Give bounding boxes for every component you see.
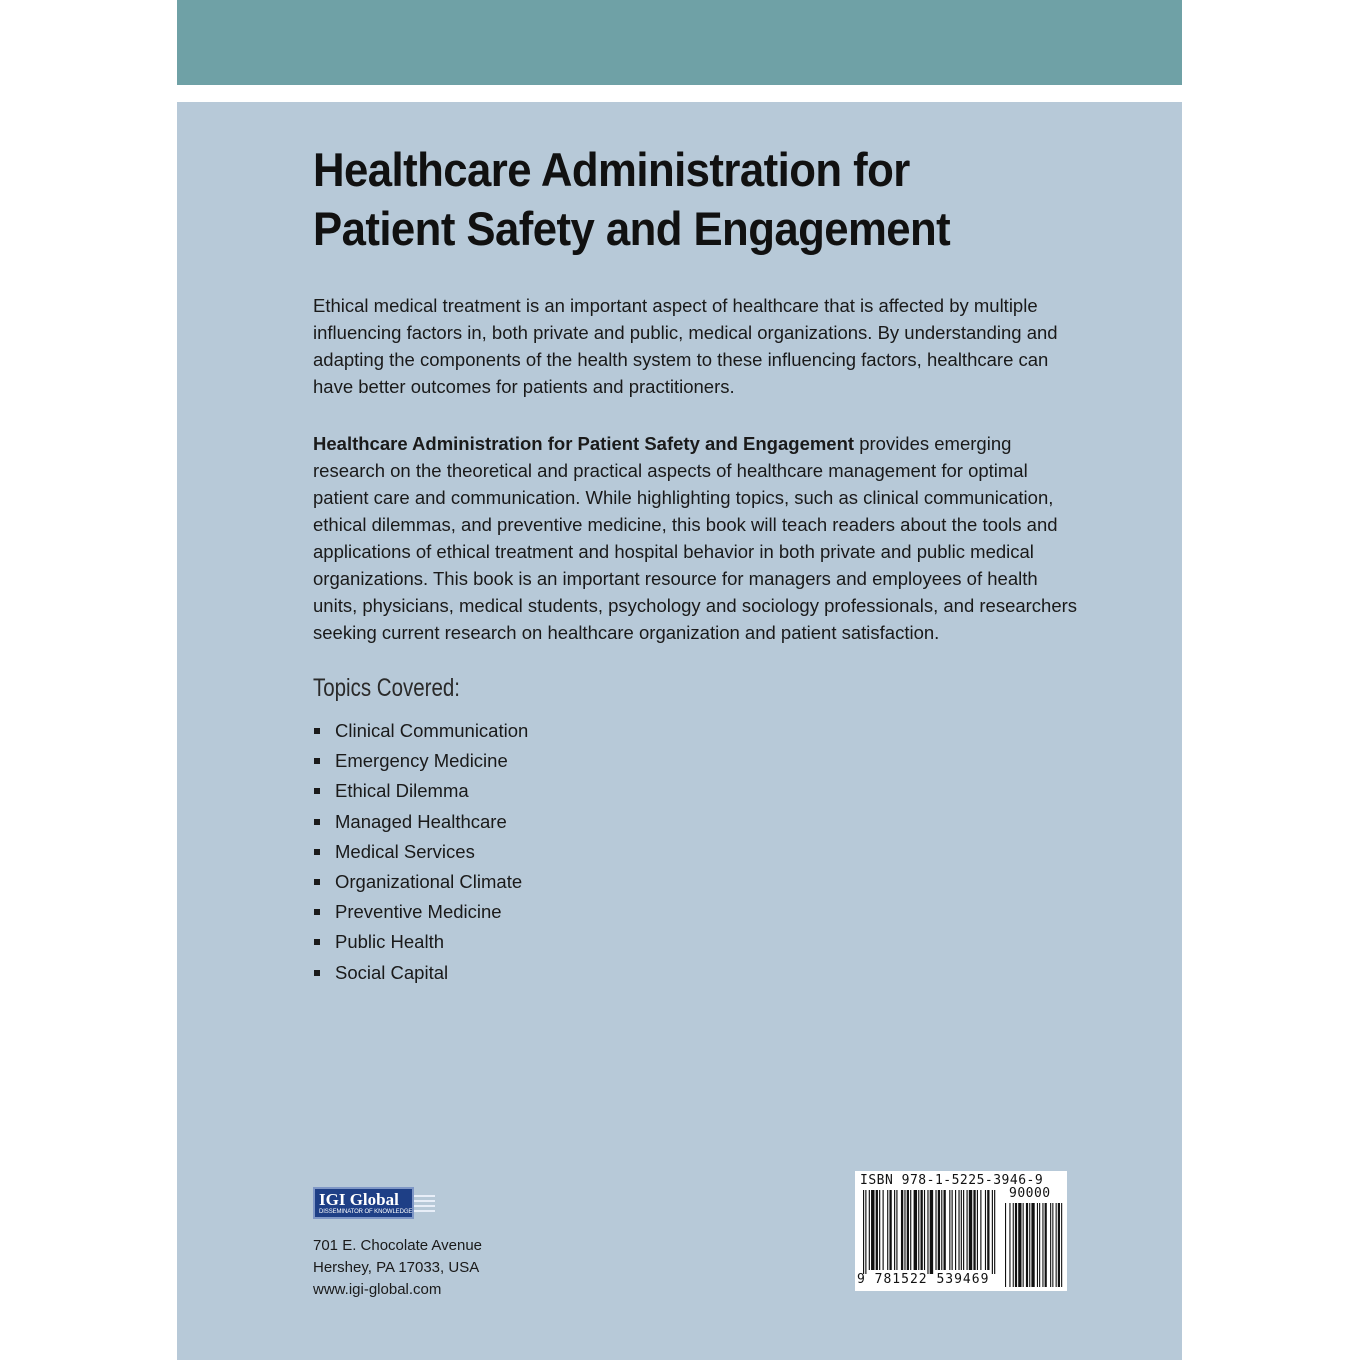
barcode-bar bbox=[973, 1190, 975, 1270]
top-color-band bbox=[177, 0, 1182, 85]
addon-bar bbox=[1005, 1203, 1006, 1287]
barcode-bar bbox=[924, 1190, 925, 1270]
logo-speed-lines-icon bbox=[414, 1187, 435, 1219]
barcode-bar bbox=[944, 1190, 946, 1270]
publisher-block bbox=[313, 1187, 482, 1301]
address-line-2: Hershey, PA 17033, USA bbox=[313, 1259, 480, 1276]
topics-list bbox=[313, 716, 1083, 988]
barcode-bar bbox=[869, 1190, 870, 1270]
addon-bar bbox=[1031, 1203, 1034, 1287]
addon-bar bbox=[1037, 1203, 1038, 1287]
back-cover bbox=[177, 102, 1182, 1360]
topic-item: Clinical Communication bbox=[313, 716, 1083, 746]
topic-item: Preventive Medicine bbox=[313, 897, 1083, 927]
barcode-bar bbox=[941, 1190, 942, 1270]
description-lead: Healthcare Administration for Patient Safety and Engagement bbox=[313, 433, 855, 454]
addon-bar bbox=[1058, 1203, 1060, 1287]
barcode-bar bbox=[952, 1190, 953, 1270]
addon-bar bbox=[1052, 1203, 1053, 1287]
barcode-bar bbox=[879, 1190, 880, 1270]
addon-bar bbox=[1015, 1203, 1017, 1287]
barcode-bar bbox=[914, 1190, 917, 1270]
addon-bar bbox=[1056, 1203, 1057, 1287]
barcode-bar bbox=[889, 1190, 891, 1270]
ean-digits: 9 781522 539469 bbox=[857, 1272, 990, 1287]
barcode-bar bbox=[935, 1190, 936, 1270]
isbn-label: ISBN 978-1-5225-3946-9 bbox=[860, 1173, 1044, 1188]
addon-bar bbox=[1050, 1203, 1051, 1287]
barcode-bar bbox=[863, 1190, 864, 1274]
barcode-bar bbox=[994, 1190, 995, 1274]
book-title bbox=[313, 140, 1020, 258]
address-line-1: 701 E. Chocolate Avenue bbox=[313, 1237, 483, 1254]
intro-paragraph: Ethical medical treatment is an important aspect of healthcare that is affected by multiple influencing factors in, both private and public, medical organizations. By understanding and adapting the components of the health system to these influencing factors, healthcare can have better outcomes for patients and practitioners. bbox=[313, 295, 1058, 397]
addon-bar bbox=[1023, 1203, 1024, 1287]
barcode-bar bbox=[871, 1190, 874, 1270]
barcode-bar bbox=[958, 1190, 959, 1270]
logo-box bbox=[313, 1187, 414, 1219]
topic-item: Ethical Dilemma bbox=[313, 776, 1083, 806]
publisher-address bbox=[313, 1235, 482, 1301]
addon-bar bbox=[1045, 1203, 1047, 1287]
barcode-bar bbox=[901, 1190, 903, 1270]
isbn-barcode bbox=[855, 1171, 1067, 1291]
addon-bar bbox=[1009, 1203, 1010, 1287]
barcode-bar bbox=[967, 1190, 968, 1270]
barcode-bar bbox=[963, 1190, 964, 1270]
addon-bar bbox=[1013, 1203, 1014, 1287]
topic-item: Medical Services bbox=[313, 837, 1083, 867]
barcode-bar bbox=[910, 1190, 911, 1270]
barcode-bar bbox=[977, 1190, 978, 1270]
addon-bar bbox=[1042, 1203, 1043, 1287]
topic-item: Emergency Medicine bbox=[313, 746, 1083, 776]
addon-bar bbox=[1026, 1203, 1028, 1287]
topic-item: Managed Healthcare bbox=[313, 807, 1083, 837]
barcode-bar bbox=[938, 1190, 940, 1270]
igi-global-logo bbox=[313, 1187, 435, 1225]
description-paragraph bbox=[313, 430, 1083, 646]
barcode-bar bbox=[876, 1190, 878, 1270]
barcode-bar bbox=[985, 1190, 986, 1270]
barcode-bar bbox=[987, 1190, 989, 1270]
addon-bar bbox=[1039, 1203, 1040, 1287]
barcode-bar bbox=[969, 1190, 972, 1270]
barcode-bar bbox=[930, 1190, 933, 1274]
barcode-bar bbox=[894, 1190, 895, 1270]
addon-bar bbox=[1061, 1203, 1062, 1287]
topic-item: Public Health bbox=[313, 927, 1083, 957]
description-body: provides emerging research on the theoretical and practical aspects of healthcare management for optimal patient care and communication. While highlighting topics, such as clinical communication, ethical dilemmas, and preventive medicine, this book will teach readers about the tools and applications of ethical treatment and hospital behavior in both private and public medical organizations. This book is an important resource for managers and employees of health units, physicians, medical students, psychology and sociology professionals, and researchers seeking current research on healthcare organization and patient satisfaction. bbox=[313, 433, 1078, 643]
topic-item: Organizational Climate bbox=[313, 867, 1083, 897]
barcode-bar bbox=[904, 1190, 905, 1270]
barcode-bar bbox=[921, 1190, 923, 1270]
logo-tagline: DISSEMINATOR OF KNOWLEDGE bbox=[319, 1208, 413, 1215]
barcode-bar bbox=[980, 1190, 981, 1270]
barcode-bar bbox=[865, 1190, 866, 1274]
barcode-bar bbox=[896, 1190, 897, 1270]
barcode-bar bbox=[918, 1190, 919, 1270]
barcode-bar bbox=[883, 1190, 884, 1270]
barcode-bar bbox=[949, 1190, 950, 1270]
barcode-bar bbox=[887, 1190, 888, 1270]
addon-bar bbox=[1018, 1203, 1021, 1287]
barcode-bar bbox=[907, 1190, 909, 1270]
logo-name: IGI Global bbox=[319, 1189, 399, 1209]
barcode-addon-number: 90000 bbox=[1009, 1186, 1051, 1201]
title-line-2: Patient Safety and Engagement bbox=[313, 202, 951, 255]
addon-bar bbox=[1029, 1203, 1030, 1287]
cover-content bbox=[313, 140, 1083, 988]
barcode-bar bbox=[927, 1190, 928, 1274]
barcode-bar bbox=[955, 1190, 956, 1270]
barcode-bar bbox=[961, 1190, 962, 1270]
title-line-1: Healthcare Administration for bbox=[313, 143, 910, 196]
publisher-website: www.igi-global.com bbox=[313, 1281, 442, 1298]
topics-heading: Topics Covered: bbox=[313, 674, 460, 702]
topic-item: Social Capital bbox=[313, 958, 1083, 988]
barcode-bar bbox=[992, 1190, 993, 1274]
